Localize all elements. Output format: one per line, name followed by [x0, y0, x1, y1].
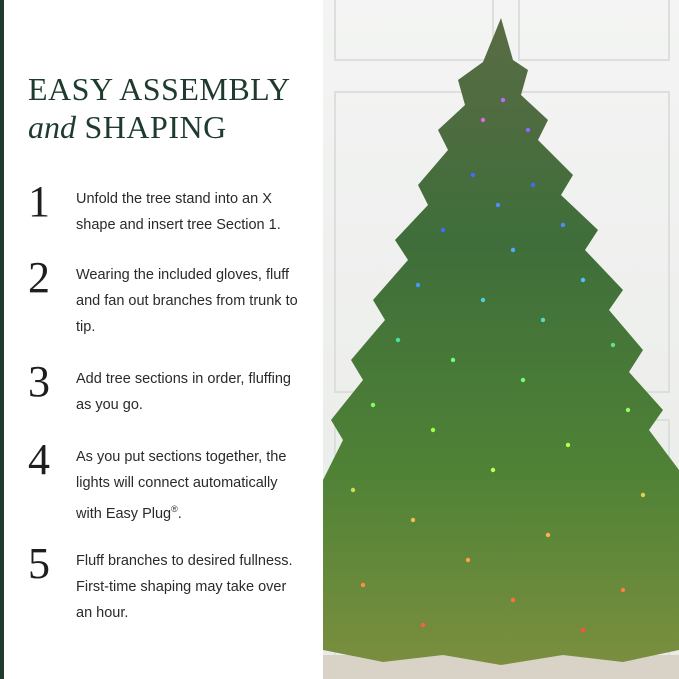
step-number: 4 — [28, 435, 50, 484]
step-number: 1 — [28, 177, 50, 226]
title-line-1: EASY ASSEMBLY — [28, 71, 291, 107]
step-number: 5 — [28, 539, 50, 588]
step-text: Add tree sections in order, fluffing as you go. — [76, 371, 291, 413]
tree-illustration — [323, 0, 679, 679]
page-title — [28, 70, 318, 146]
step-number: 2 — [28, 253, 50, 302]
step-number: 3 — [28, 357, 50, 406]
registered-mark: ® — [171, 504, 178, 514]
step-text — [76, 444, 306, 527]
tree-photo — [323, 0, 679, 679]
text-panel — [0, 0, 323, 679]
step-text: Wearing the included gloves, fluff and fan out branches from trunk to tip. — [76, 267, 298, 335]
title-line-2 — [28, 108, 318, 146]
step-4-text: As you put sections together, the lights will connect automatically with Easy Plug — [76, 449, 287, 522]
step-text: Fluff branches to desired fullness. First-time shaping may take over an hour. — [76, 553, 293, 621]
title-line-2-rest: SHAPING — [84, 109, 227, 145]
accent-bar — [0, 0, 4, 679]
step-text: Unfold the tree stand into an X shape and insert tree Section 1. — [76, 191, 281, 233]
title-italic-word: and — [28, 109, 76, 145]
step-4-suffix: . — [177, 505, 182, 522]
